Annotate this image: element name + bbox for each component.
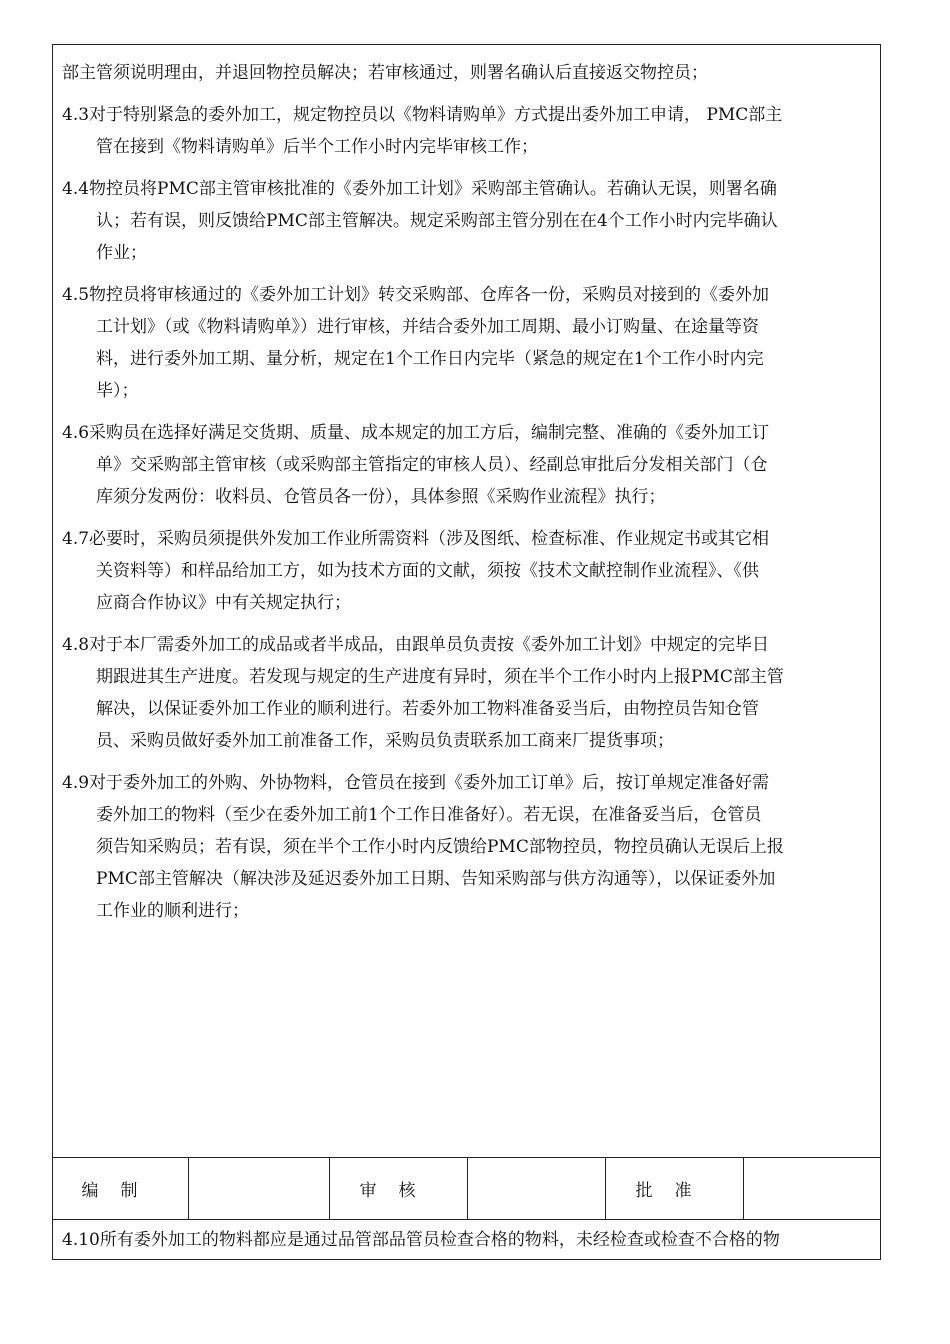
text-line: 委外加工的物料（至少在委外加工前1个工作日准备好）。若无误，在准备妥当后，仓管员	[96, 805, 762, 825]
paragraph-4-5	[62, 279, 871, 407]
text-line: PMC部主管解决（解决涉及延迟委外加工日期、告知采购部与供方沟通等），以保证委外加	[96, 869, 776, 889]
text-line: 4.3对于特别紧急的委外加工，规定物控员以《物料请购单》方式提出委外加工申请， PMC部主	[62, 105, 783, 125]
paragraph-4-8	[62, 629, 871, 757]
approve-label: 批准	[606, 1158, 744, 1219]
signature-row	[53, 1157, 880, 1220]
paragraph-4-10	[53, 1220, 880, 1256]
text-line: 员、采购员做好委外加工前准备工作，采购员负责联系加工商来厂提货事项；	[96, 731, 674, 751]
text-line: 须告知采购员；若有误，须在半个工作小时内反馈给PMC部物控员，物控员确认无误后上报	[96, 837, 784, 857]
paragraph-4-9	[62, 767, 871, 927]
text-line: 作业；	[96, 243, 147, 263]
compile-signature-field[interactable]	[189, 1158, 330, 1219]
document-frame	[52, 44, 881, 1260]
text-line: 解决，以保证委外加工作业的顺利进行。若委外加工物料准备妥当后，由物控员告知仓管	[96, 699, 759, 719]
text-line: 期跟进其生产进度。若发现与规定的生产进度有异时，须在半个工作小时内上报PMC部主管	[96, 667, 784, 687]
review-signature-field[interactable]	[468, 1158, 606, 1219]
paragraph-4-6	[62, 417, 871, 513]
text-line: 4.9对于委外加工的外购、外协物料，仓管员在接到《委外加工订单》后，按订单规定准备好需	[62, 773, 770, 793]
paragraph-4-4	[62, 173, 871, 269]
text-line: 毕）；	[96, 381, 139, 401]
text-line: 4.6采购员在选择好满足交货期、质量、成本规定的加工方后，编制完整、准确的《委外加工订	[62, 423, 770, 443]
text-line: 4.7必要时，采购员须提供外发加工作业所需资料（涉及图纸、检查标准、作业规定书或其它相	[62, 529, 770, 549]
text-line: 工作业的顺利进行；	[96, 901, 249, 921]
text-line: 工计划》（或《物料请购单》）进行审核，并结合委外加工周期、最小订购量、在途量等资	[96, 317, 759, 337]
text-line: 单》交采购部主管审核（或采购部主管指定的审核人员）、经副总审批后分发相关部门（仓	[96, 455, 768, 475]
text-line: 关资料等）和样品给加工方，如为技术方面的文献，须按《技术文献控制作业流程》、《供	[96, 561, 759, 581]
text-line: 库须分发两份：收料员、仓管员各一份），具体参照《采购作业流程》执行；	[96, 487, 666, 507]
text-line: 4.10所有委外加工的物料都应是通过品管部品管员检查合格的物料，未经检查或检查不合格的物	[62, 1230, 780, 1250]
text-line: 4.4物控员将PMC部主管审核批准的《委外加工计划》采购部主管确认。若确认无误，则署名确	[62, 179, 777, 199]
paragraph-4-3	[62, 99, 871, 163]
text-line: 认；若有误，则反馈给PMC部主管解决。规定采购部主管分别在在4个工作小时内完毕确认	[96, 211, 778, 231]
paragraph-continuation	[62, 57, 871, 89]
review-label: 审核	[330, 1158, 468, 1219]
text-line: 4.5物控员将审核通过的《委外加工计划》转交采购部、仓库各一份，采购员对接到的《委外加	[62, 285, 770, 305]
text-line: 管在接到《物料请购单》后半个工作小时内完毕审核工作；	[96, 137, 538, 157]
paragraph-4-7	[62, 523, 871, 619]
text-line: 应商合作协议》中有关规定执行；	[96, 593, 351, 613]
text-line: 部主管须说明理由，并退回物控员解决；若审核通过，则署名确认后直接返交物控员；	[62, 63, 708, 83]
approve-signature-field[interactable]	[744, 1158, 880, 1219]
text-line: 4.8对于本厂需委外加工的成品或者半成品，由跟单员负责按《委外加工计划》中规定的完毕日	[62, 635, 770, 655]
compile-label: 编制	[53, 1158, 189, 1219]
procedure-body	[53, 45, 880, 1157]
text-line: 料，进行委外加工期、量分析，规定在1个工作日内完毕（紧急的规定在1个工作小时内完	[96, 349, 764, 369]
